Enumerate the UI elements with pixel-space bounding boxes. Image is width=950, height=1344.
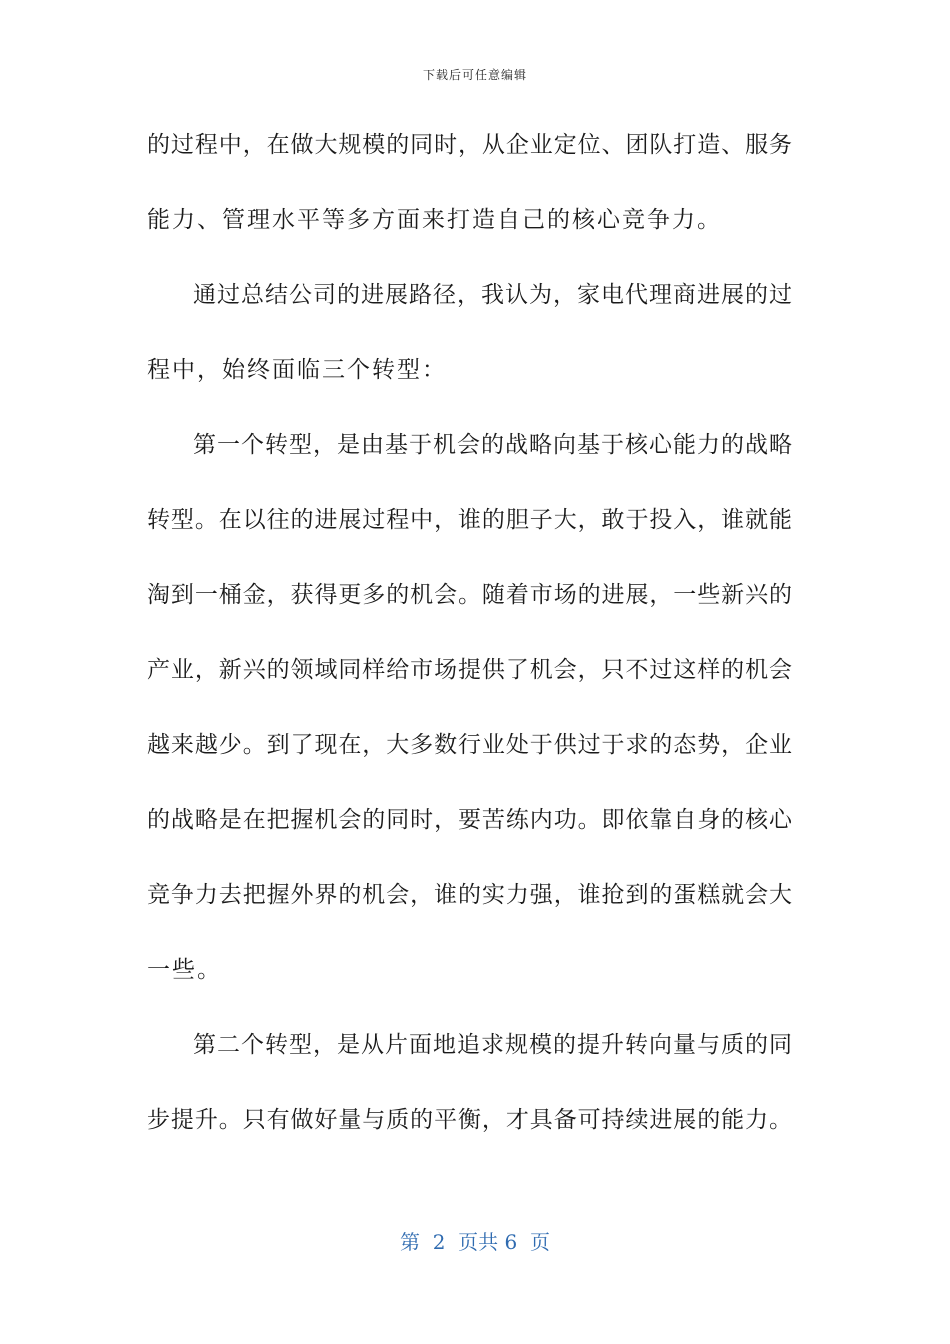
body-text bbox=[147, 123, 792, 1173]
text-line: 一些。 bbox=[147, 957, 222, 983]
text-line: 产业，新兴的领域同样给市场提供了机会，只不过这样的机会 bbox=[147, 657, 792, 683]
text-line: 转型。在以往的进展过程中，谁的胆子大，敢于投入，谁就能 bbox=[147, 507, 792, 533]
text-line: 步提升。只有做好量与质的平衡，才具备可持续进展的能力。 bbox=[147, 1107, 792, 1133]
text-line: 的战略是在把握机会的同时，要苦练内功。即依靠自身的核心 bbox=[147, 807, 792, 833]
header-note: 下载后可任意编辑 bbox=[422, 68, 527, 82]
text-line: 越来越少。到了现在，大多数行业处于供过于求的态势，企业 bbox=[147, 732, 792, 758]
text-line: 第一个转型，是由基于机会的战略向基于核心能力的战略 bbox=[193, 432, 792, 458]
text-line: 第二个转型，是从片面地追求规模的提升转向量与质的同 bbox=[193, 1032, 792, 1058]
text-line: 通过总结公司的进展路径，我认为，家电代理商进展的过 bbox=[193, 282, 792, 308]
text-line: 淘到一桶金，获得更多的机会。随着市场的进展，一些新兴的 bbox=[147, 582, 792, 608]
page-number-footer: 第 2 页共 6 页 bbox=[400, 1230, 550, 1254]
text-line: 的过程中，在做大规模的同时，从企业定位、团队打造、服务 bbox=[147, 132, 792, 158]
text-line: 能力、管理水平等多方面来打造自己的核心竞争力。 bbox=[147, 207, 722, 233]
text-line: 程中，始终面临三个转型： bbox=[147, 357, 447, 383]
text-line: 竞争力去把握外界的机会，谁的实力强，谁抢到的蛋糕就会大 bbox=[147, 882, 792, 908]
